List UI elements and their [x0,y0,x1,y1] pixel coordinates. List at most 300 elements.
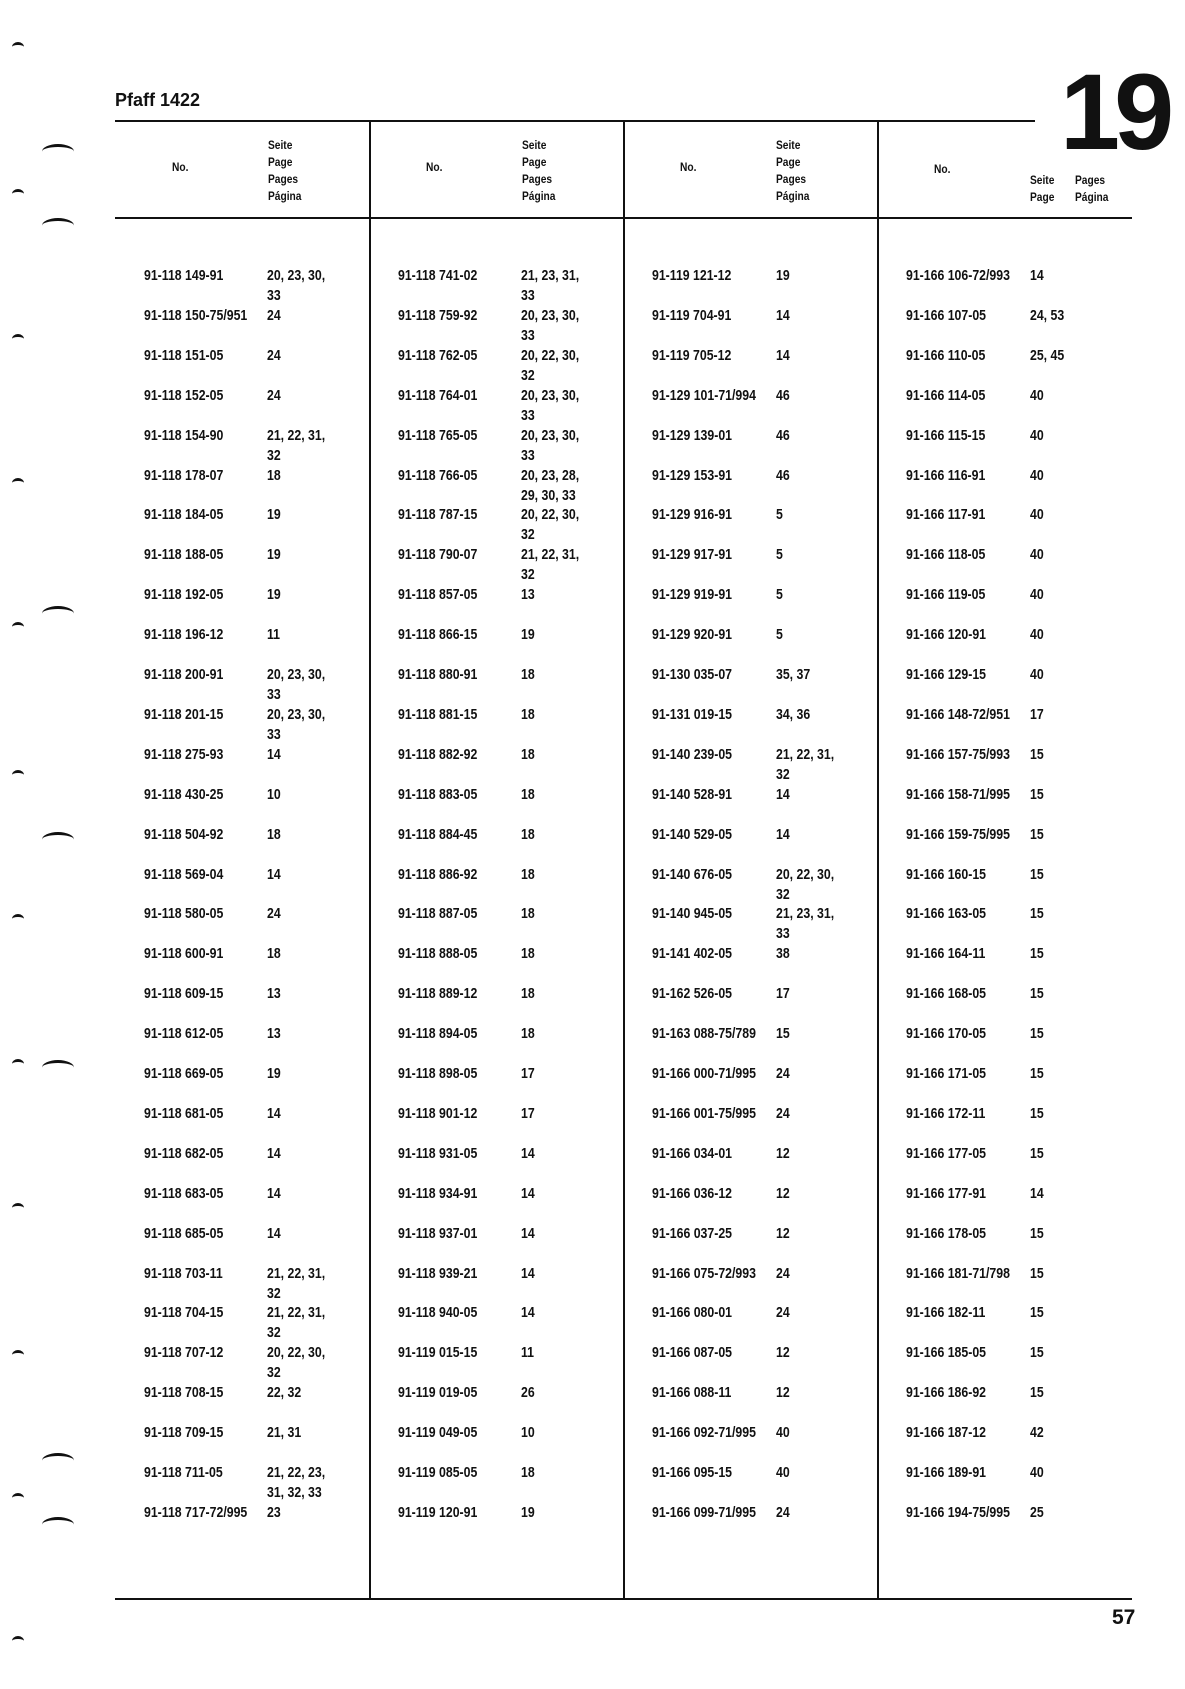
column-header-page [522,137,555,205]
page-refs: 24, 53 [1030,307,1065,324]
page-refs: 17 [1030,706,1044,723]
header-line: Page [776,155,801,169]
part-number: 91-166 120-91 [906,626,987,643]
part-number: 91-166 186-92 [906,1384,987,1401]
page-refs: 14 [521,1265,535,1282]
page-refs: 5 [776,506,783,523]
part-number: 91-166 182-11 [906,1304,986,1321]
column-divider [369,121,371,1599]
part-number: 91-166 185-05 [906,1344,987,1361]
part-number: 91-166 159-75/995 [906,826,1010,843]
part-number: 91-166 106-72/993 [906,267,1010,284]
part-number: 91-118 765-05 [398,427,478,444]
header-line: Página [522,189,556,203]
page-refs: 20, 23, 30, 33 [521,427,580,464]
part-number: 91-129 920-91 [652,626,733,643]
part-number: 91-166 187-12 [906,1424,987,1441]
page-refs: 21, 22, 23, 31, 32, 33 [267,1464,326,1501]
part-number: 91-166 107-05 [906,307,987,324]
page-refs: 15 [1030,1304,1044,1321]
part-number: 91-166 118-05 [906,546,986,563]
page-refs: 14 [267,866,281,883]
part-number: 91-162 526-05 [652,985,733,1002]
column-header-no: No. [172,160,189,174]
column-divider [623,121,625,1599]
page-refs: 12 [776,1185,790,1202]
part-number: 91-118 569-04 [144,866,224,883]
part-number: 91-118 762-05 [398,347,478,364]
part-number: 91-118 275-93 [144,746,224,763]
part-number: 91-166 099-71/995 [652,1504,756,1521]
page-refs: 11 [267,626,281,643]
part-number: 91-166 087-05 [652,1344,733,1361]
page-refs: 40 [1030,586,1044,603]
page-refs: 14 [267,1145,281,1162]
page-refs: 40 [1030,427,1044,444]
page-refs: 18 [521,666,535,683]
part-number: 91-118 711-05 [144,1464,223,1481]
part-number: 91-118 580-05 [144,905,224,922]
binder-mark [42,606,74,621]
part-number: 91-118 884-45 [398,826,478,843]
header-line: Page [1030,190,1055,204]
part-number: 91-166 080-01 [652,1304,733,1321]
part-number: 91-166 170-05 [906,1025,987,1042]
part-number: 91-130 035-07 [652,666,733,683]
page-refs: 14 [267,1105,281,1122]
page-refs: 12 [776,1344,790,1361]
page-refs: 21, 22, 31, 32 [267,1265,326,1302]
header-line: Página [268,189,302,203]
part-number: 91-166 172-11 [906,1105,986,1122]
part-number: 91-166 115-15 [906,427,986,444]
column-header-page [1075,172,1108,206]
page-refs: 15 [1030,1384,1044,1401]
part-number: 91-118 681-05 [144,1105,224,1122]
page-refs: 15 [1030,1105,1044,1122]
page-refs: 19 [776,267,790,284]
page-refs: 18 [521,905,535,922]
part-number: 91-119 121-12 [652,267,732,284]
page-refs: 35, 37 [776,666,811,683]
part-number: 91-118 184-05 [144,506,224,523]
part-number: 91-166 037-25 [652,1225,733,1242]
header-line: Página [1075,190,1109,204]
page-refs: 14 [1030,1185,1044,1202]
page-refs: 17 [521,1105,535,1122]
part-number: 91-118 683-05 [144,1185,224,1202]
part-number: 91-129 101-71/994 [652,387,756,404]
page-refs: 12 [776,1145,790,1162]
part-number: 91-166 148-72/951 [906,706,1010,723]
page-refs: 40 [1030,666,1044,683]
page-refs: 14 [521,1304,535,1321]
part-number: 91-118 430-25 [144,786,224,803]
page-refs: 24 [776,1065,790,1082]
part-number: 91-129 153-91 [652,467,733,484]
page-refs: 18 [521,866,535,883]
binder-mark [12,1059,24,1069]
page-refs: 24 [776,1105,790,1122]
column-header-no: No. [934,162,951,176]
page-refs: 15 [1030,1225,1044,1242]
part-number: 91-129 139-01 [652,427,733,444]
header-line: Pages [268,172,299,186]
part-number: 91-118 889-12 [398,985,478,1002]
header-line: Pages [776,172,807,186]
page-refs: 18 [521,706,535,723]
part-number: 91-118 939-21 [398,1265,478,1282]
page-refs: 38 [776,945,790,962]
part-number: 91-166 114-05 [906,387,986,404]
part-number: 91-118 704-15 [144,1304,224,1321]
binder-mark [12,334,24,344]
page-refs: 21, 31 [267,1424,302,1441]
binder-mark [12,1350,24,1360]
page-refs: 24 [267,905,281,922]
page-refs: 23 [267,1504,281,1521]
page-number: 57 [1112,1606,1136,1629]
page-refs: 40 [1030,626,1044,643]
page-refs: 5 [776,626,783,643]
binder-mark [12,622,24,632]
part-number: 91-118 741-02 [398,267,478,284]
binder-mark [12,1203,24,1213]
page-refs: 15 [1030,826,1044,843]
part-number: 91-118 717-72/995 [144,1504,248,1521]
part-number: 91-166 171-05 [906,1065,987,1082]
part-number: 91-118 609-15 [144,985,224,1002]
page-refs: 15 [1030,1145,1044,1162]
header-line: Pages [522,172,553,186]
page-refs: 18 [521,786,535,803]
part-number: 91-118 790-07 [398,546,478,563]
part-number: 91-118 883-05 [398,786,478,803]
page-refs: 15 [1030,1344,1044,1361]
part-number: 91-166 177-91 [906,1185,987,1202]
page-refs: 46 [776,387,790,404]
binder-mark [42,1060,74,1075]
part-number: 91-118 669-05 [144,1065,224,1082]
header-line: Seite [776,138,801,152]
part-number: 91-166 168-05 [906,985,987,1002]
page-refs: 18 [521,945,535,962]
page-refs: 24 [776,1304,790,1321]
page-refs: 17 [776,985,790,1002]
binder-mark [42,1453,74,1468]
page-refs: 46 [776,427,790,444]
part-number: 91-118 901-12 [398,1105,478,1122]
part-number: 91-119 049-05 [398,1424,478,1441]
page-refs: 20, 22, 30, 32 [776,866,835,903]
header-line: Página [776,189,810,203]
page-refs: 15 [1030,985,1044,1002]
part-number: 91-118 154-90 [144,427,224,444]
binder-mark [42,144,74,159]
page-refs: 24 [267,347,281,364]
part-number: 91-119 019-05 [398,1384,478,1401]
page-refs: 20, 23, 30, 33 [521,387,580,424]
page-refs: 14 [776,347,790,364]
part-number: 91-118 201-15 [144,706,224,723]
part-number: 91-166 160-15 [906,866,987,883]
part-number: 91-166 116-91 [906,467,986,484]
page-refs: 26 [521,1384,535,1401]
binder-mark [12,770,24,780]
page-refs: 15 [1030,945,1044,962]
part-number: 91-166 117-91 [906,506,986,523]
part-number: 91-118 685-05 [144,1225,224,1242]
part-number: 91-140 239-05 [652,746,733,763]
page-refs: 20, 23, 30, 33 [521,307,580,344]
part-number: 91-118 857-05 [398,586,478,603]
part-number: 91-131 019-15 [652,706,733,723]
part-number: 91-166 178-05 [906,1225,987,1242]
part-number: 91-118 887-05 [398,905,478,922]
part-number: 91-118 759-92 [398,307,478,324]
binder-mark [42,218,74,233]
page-refs: 19 [267,586,281,603]
page-refs: 40 [776,1464,790,1481]
part-number: 91-118 152-05 [144,387,224,404]
column-header-page [1030,172,1054,206]
page-refs: 14 [776,826,790,843]
page-title: Pfaff 1422 [115,90,201,110]
part-number: 91-140 945-05 [652,905,733,922]
page-refs: 14 [267,1185,281,1202]
part-number: 91-118 866-15 [398,626,478,643]
page-refs: 14 [267,1225,281,1242]
page-refs: 21, 22, 31, 32 [776,746,835,783]
part-number: 91-119 085-05 [398,1464,478,1481]
part-number: 91-166 158-71/995 [906,786,1010,803]
page-refs: 15 [776,1025,790,1042]
page-refs: 46 [776,467,790,484]
part-number: 91-118 150-75/951 [144,307,248,324]
part-number: 91-166 034-01 [652,1145,733,1162]
part-number: 91-166 000-71/995 [652,1065,756,1082]
page-refs: 14 [776,307,790,324]
part-number: 91-118 504-92 [144,826,224,843]
part-number: 91-166 157-75/993 [906,746,1010,763]
part-number: 91-119 704-91 [652,307,732,324]
page-refs: 34, 36 [776,706,811,723]
page-refs: 13 [267,1025,281,1042]
part-number: 91-166 129-15 [906,666,987,683]
part-number: 91-166 177-05 [906,1145,987,1162]
page-refs: 20, 22, 30, 32 [521,506,580,543]
page-refs: 40 [1030,506,1044,523]
page-refs: 24 [776,1504,790,1521]
part-number: 91-118 764-01 [398,387,478,404]
part-number: 91-119 120-91 [398,1504,478,1521]
part-number: 91-118 766-05 [398,467,478,484]
page-refs: 15 [1030,1025,1044,1042]
part-number: 91-118 882-92 [398,746,478,763]
part-number: 91-166 095-15 [652,1464,733,1481]
page-refs: 19 [521,626,535,643]
binder-mark [12,1636,24,1646]
page-refs: 18 [267,945,281,962]
part-number: 91-163 088-75/789 [652,1025,756,1042]
page-refs: 15 [1030,1265,1044,1282]
part-number: 91-140 676-05 [652,866,733,883]
page-refs: 18 [521,1025,535,1042]
page-refs: 21, 23, 31, 33 [521,267,580,304]
page-refs: 14 [521,1185,535,1202]
binder-mark [12,42,24,52]
part-number: 91-118 188-05 [144,546,224,563]
page-refs: 13 [521,586,535,603]
part-number: 91-141 402-05 [652,945,733,962]
part-number: 91-166 163-05 [906,905,987,922]
page-refs: 20, 22, 30, 32 [521,347,580,384]
part-number: 91-118 881-15 [398,706,478,723]
page-refs: 18 [521,1464,535,1481]
page-refs: 12 [776,1384,790,1401]
part-number: 91-166 088-11 [652,1384,732,1401]
part-number: 91-118 937-01 [398,1225,478,1242]
binder-mark [12,914,24,924]
part-number: 91-166 164-11 [906,945,986,962]
page-refs: 13 [267,985,281,1002]
binder-mark [12,478,24,488]
binder-mark [12,189,24,199]
part-number: 91-118 888-05 [398,945,478,962]
page-refs: 18 [521,826,535,843]
part-number: 91-129 916-91 [652,506,733,523]
part-number: 91-118 196-12 [144,626,224,643]
part-number: 91-140 528-91 [652,786,733,803]
part-number: 91-118 703-11 [144,1265,223,1282]
binder-mark [12,1493,24,1503]
header-line: Page [268,155,293,169]
part-number: 91-119 015-15 [398,1344,478,1361]
page-refs: 40 [1030,1464,1044,1481]
page-refs: 20, 23, 30, 33 [267,706,326,743]
page-refs: 14 [1030,267,1044,284]
part-number: 91-118 886-92 [398,866,478,883]
page-refs: 20, 22, 30, 32 [267,1344,326,1381]
page-refs: 10 [267,786,281,803]
part-number: 91-129 917-91 [652,546,733,563]
page-refs: 21, 23, 31, 33 [776,905,835,942]
part-number: 91-118 707-12 [144,1344,224,1361]
column-header-no: No. [680,160,697,174]
page-refs: 14 [521,1225,535,1242]
part-number: 91-118 682-05 [144,1145,224,1162]
page-refs: 20, 23, 30, 33 [267,666,326,703]
part-number: 91-118 151-05 [144,347,224,364]
page-refs: 19 [267,1065,281,1082]
page-refs: 17 [521,1065,535,1082]
page-refs: 18 [521,985,535,1002]
page-refs: 14 [776,786,790,803]
part-number: 91-118 709-15 [144,1424,224,1441]
page-refs: 24 [267,307,281,324]
page-refs: 21, 22, 31, 32 [267,427,326,464]
part-number: 91-166 092-71/995 [652,1424,756,1441]
section-number: 19 [1060,51,1169,172]
page-refs: 40 [1030,467,1044,484]
part-number: 91-166 075-72/993 [652,1265,756,1282]
page-refs: 15 [1030,1065,1044,1082]
page-refs: 5 [776,586,783,603]
page-refs: 14 [521,1145,535,1162]
page-refs: 11 [521,1344,535,1361]
page-refs: 19 [267,506,281,523]
table-bottom-rule [115,1598,1132,1600]
page-refs: 25 [1030,1504,1044,1521]
page-refs: 18 [267,467,281,484]
part-number: 91-118 894-05 [398,1025,478,1042]
page-refs: 14 [267,746,281,763]
page-refs: 15 [1030,786,1044,803]
page-refs: 15 [1030,905,1044,922]
page-refs: 42 [1030,1424,1044,1441]
header-top-rule [115,120,1035,122]
page-refs: 10 [521,1424,535,1441]
page-refs: 40 [776,1424,790,1441]
header-line: Seite [268,138,293,152]
column-header-no: No. [426,160,443,174]
part-number: 91-166 194-75/995 [906,1504,1010,1521]
part-number: 91-166 036-12 [652,1185,733,1202]
page-refs: 5 [776,546,783,563]
page-refs: 18 [267,826,281,843]
header-line: Seite [1030,173,1055,187]
part-number: 91-166 189-91 [906,1464,987,1481]
part-number: 91-118 898-05 [398,1065,478,1082]
part-number: 91-118 708-15 [144,1384,224,1401]
column-header-page [268,137,301,205]
page-refs: 20, 23, 28, 29, 30, 33 [521,467,580,504]
page-refs: 22, 32 [267,1384,302,1401]
part-number: 91-118 178-07 [144,467,224,484]
part-number: 91-119 705-12 [652,347,732,364]
header-line: Seite [522,138,547,152]
page-refs: 18 [521,746,535,763]
part-number: 91-118 612-05 [144,1025,224,1042]
header-line: Page [522,155,547,169]
part-number: 91-118 200-91 [144,666,224,683]
part-number: 91-118 934-91 [398,1185,478,1202]
part-number: 91-129 919-91 [652,586,733,603]
page-refs: 25, 45 [1030,347,1065,364]
column-header-page [776,137,809,205]
page-refs: 20, 23, 30, 33 [267,267,326,304]
header-line: Pages [1075,173,1106,187]
part-number: 91-166 110-05 [906,347,986,364]
page-refs: 40 [1030,387,1044,404]
part-number: 91-118 940-05 [398,1304,478,1321]
part-number: 91-166 119-05 [906,586,986,603]
part-number: 91-166 001-75/995 [652,1105,756,1122]
part-number: 91-118 787-15 [398,506,478,523]
part-number: 91-118 600-91 [144,945,224,962]
part-number: 91-118 880-91 [398,666,478,683]
page-refs: 24 [776,1265,790,1282]
page-refs: 40 [1030,546,1044,563]
page-refs: 12 [776,1225,790,1242]
part-number: 91-166 181-71/798 [906,1265,1010,1282]
part-number: 91-118 192-05 [144,586,224,603]
page-refs: 21, 22, 31, 32 [521,546,580,583]
part-number: 91-118 931-05 [398,1145,478,1162]
page-refs: 19 [521,1504,535,1521]
page-refs: 15 [1030,746,1044,763]
binder-mark [42,1517,74,1532]
